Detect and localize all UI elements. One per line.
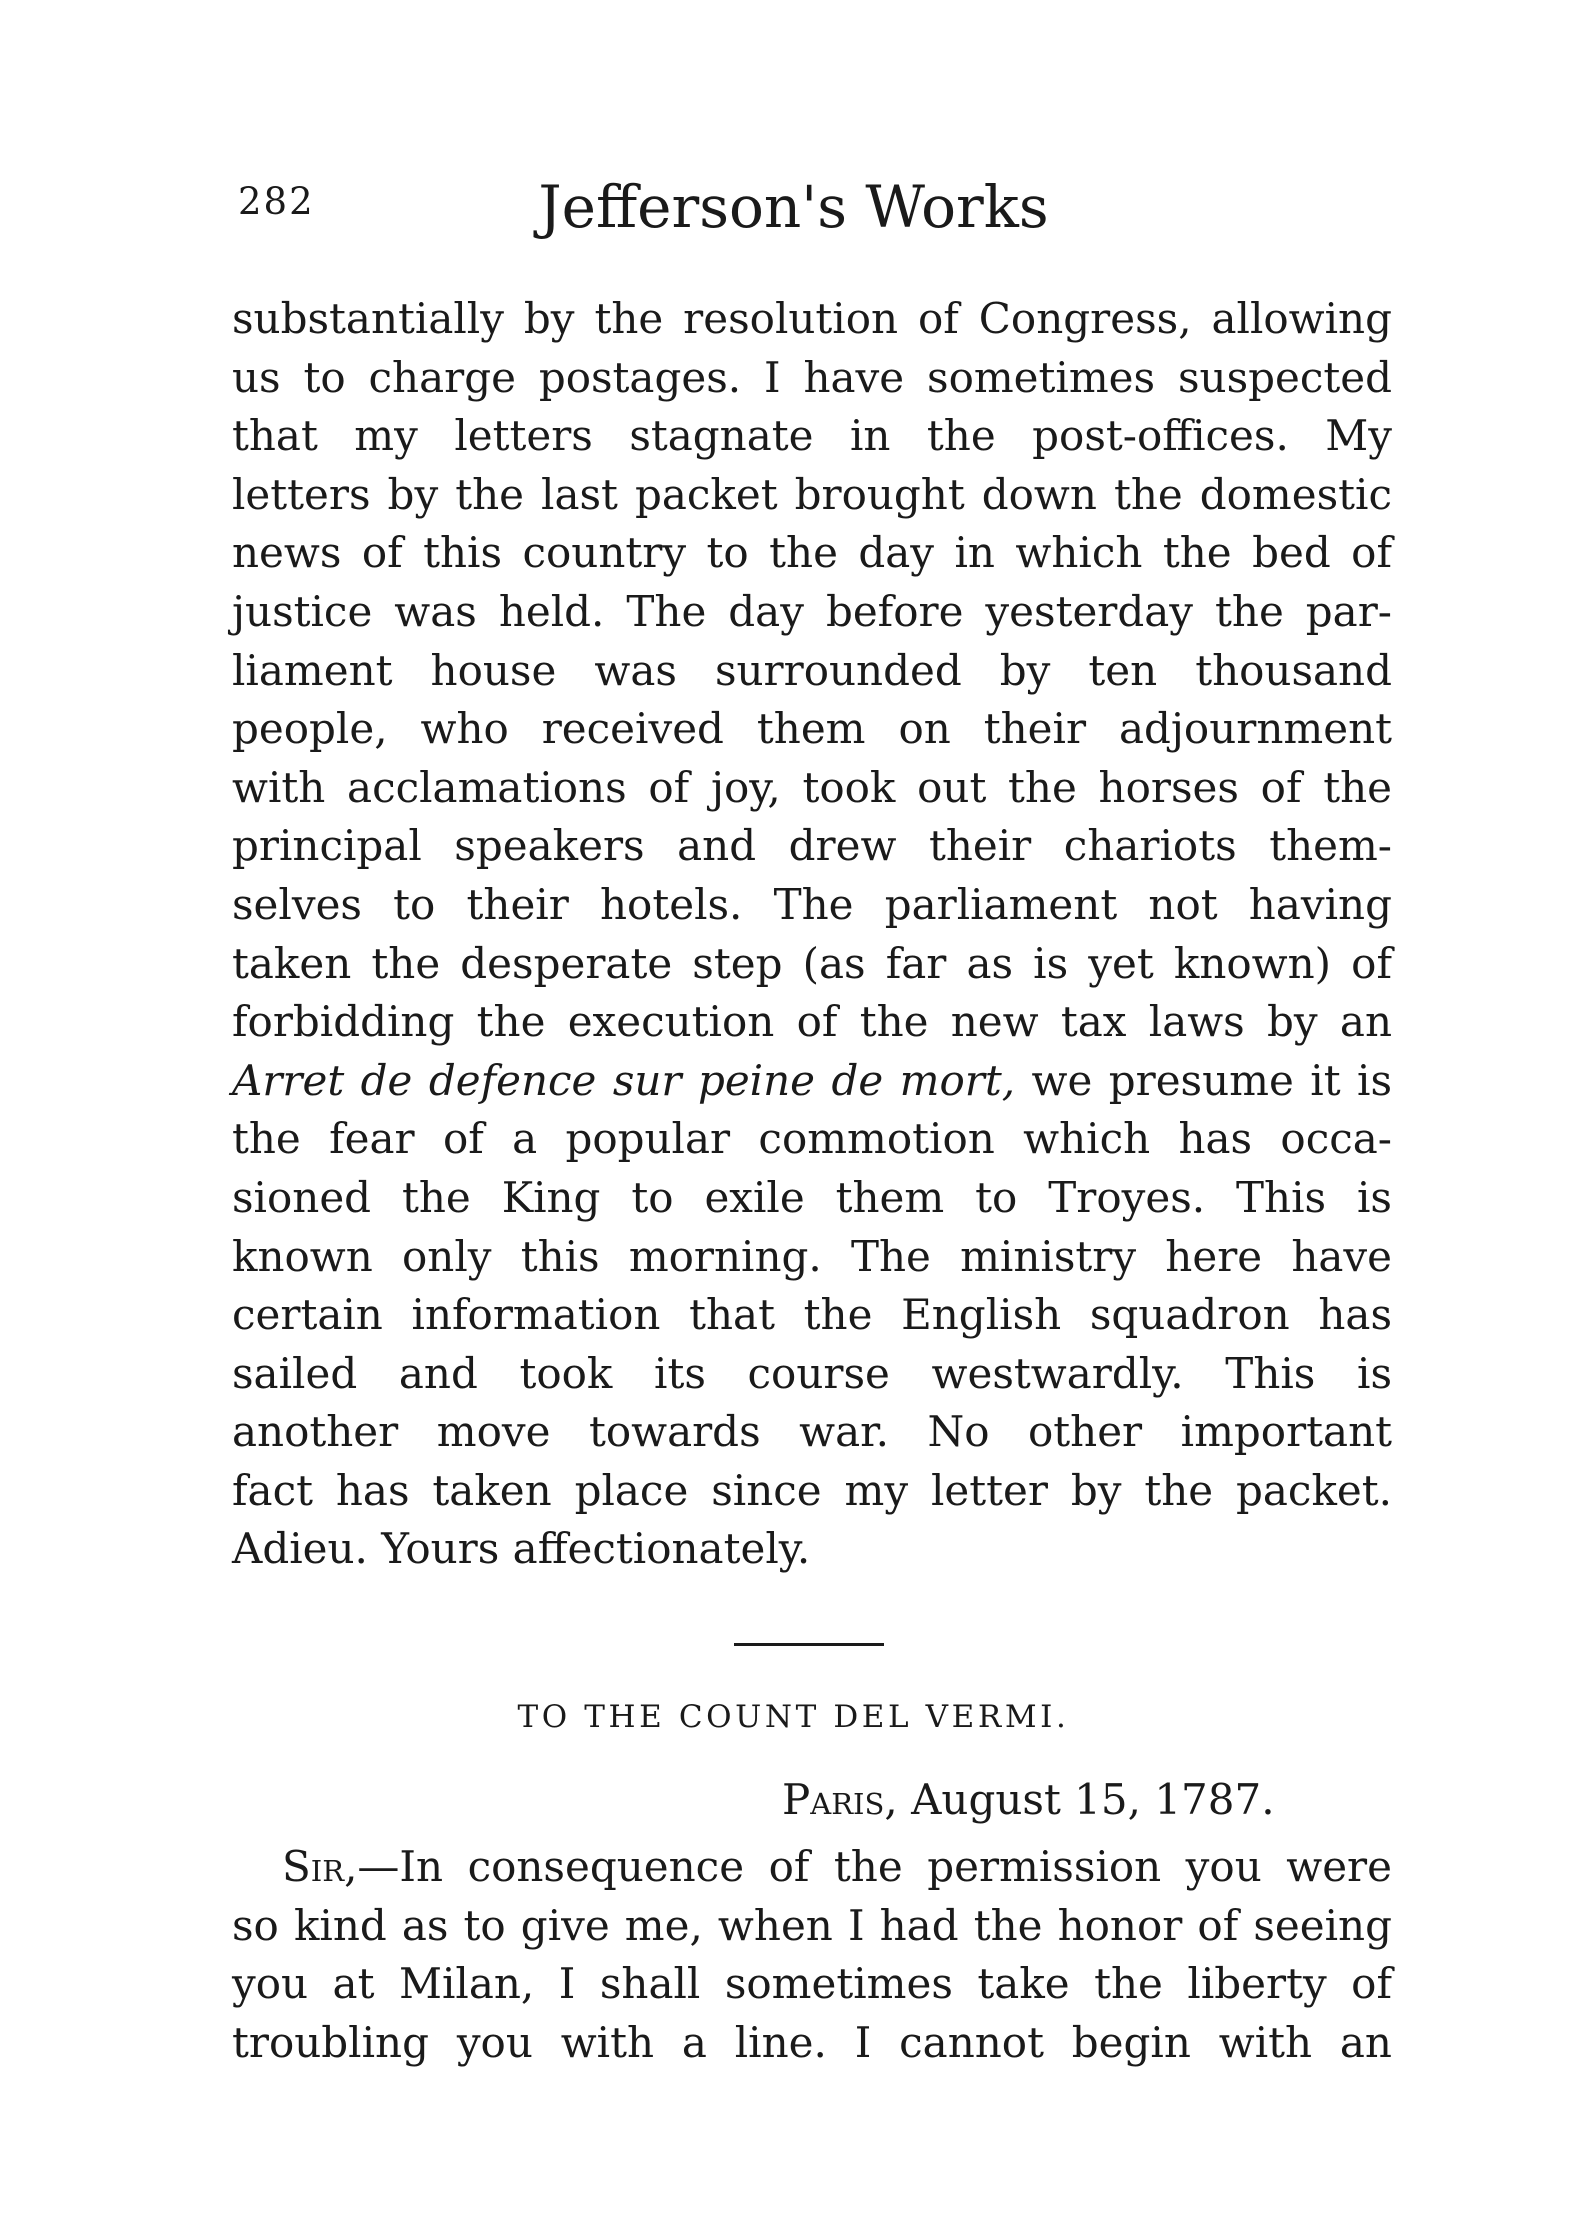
text-line: the fear of a popular commotion which has occa- bbox=[232, 1114, 1392, 1164]
dateline bbox=[782, 1775, 1275, 1824]
letter-continuation-text bbox=[232, 290, 1392, 1579]
text-line: substantially by the resolution of Congress, allowing bbox=[232, 294, 1392, 343]
closing-line: Adieu. Yours affectionately. bbox=[232, 1524, 811, 1574]
dateline-date: August 15, 1787. bbox=[897, 1775, 1275, 1824]
text-line: with acclamations of joy, took out the horses of the bbox=[232, 762, 1392, 812]
text-line: sailed and took its course westwardly. This is bbox=[232, 1348, 1392, 1398]
text-line: fact has taken place since my letter by the packet. bbox=[232, 1465, 1392, 1515]
text-line: so kind as to give me, when I had the honor of seeing bbox=[232, 1900, 1392, 1950]
section-divider bbox=[734, 1643, 884, 1646]
text-line: that my letters stagnate in the post-offices. My bbox=[232, 411, 1392, 461]
text-line: you at Milan, I shall sometimes take the liberty of bbox=[232, 1959, 1392, 2009]
text-line: troubling you with a line. I cannot begin with an bbox=[232, 2017, 1392, 2067]
text-line-rest: —In consequence of the permission you were bbox=[357, 1842, 1392, 1891]
salutation: Sir, bbox=[282, 1842, 358, 1891]
text-line: sioned the King to exile them to Troyes. This is bbox=[232, 1172, 1392, 1222]
page-number: 282 bbox=[238, 180, 315, 223]
dateline-place: Paris, bbox=[782, 1775, 898, 1824]
text-line: letters by the last packet brought down the domestic bbox=[232, 469, 1392, 519]
letter-heading: TO THE COUNT DEL VERMI. bbox=[517, 1699, 1070, 1735]
text-line: certain information that the English squadron has bbox=[232, 1290, 1392, 1340]
text-line-italic bbox=[232, 1052, 1392, 1111]
italic-phrase: Arret de defence sur peine de mort, bbox=[232, 1055, 1016, 1105]
text-line: another move towards war. No other important bbox=[232, 1407, 1392, 1457]
text-line: selves to their hotels. The parliament not having bbox=[232, 879, 1392, 929]
running-title: Jefferson's Works bbox=[538, 173, 1049, 241]
text-line: people, who received them on their adjournment bbox=[232, 704, 1392, 754]
text-line-rest: we presume it is bbox=[1015, 1055, 1393, 1105]
text-line: taken the desperate step (as far as is yet known) of bbox=[232, 938, 1392, 988]
text-line: us to charge postages. I have sometimes suspected bbox=[232, 352, 1392, 402]
text-line: justice was held. The day before yesterday the par- bbox=[232, 586, 1392, 636]
text-line: principal speakers and drew their chariots them- bbox=[232, 821, 1392, 871]
letter-body-text bbox=[232, 1838, 1392, 2072]
text-line: known only this morning. The ministry here have bbox=[232, 1231, 1392, 1281]
text-line: liament house was surrounded by ten thousand bbox=[232, 645, 1392, 695]
text-line-salutation bbox=[232, 1838, 1392, 1897]
text-line: forbidding the execution of the new tax laws by an bbox=[232, 997, 1392, 1047]
text-line: news of this country to the day in which the bed of bbox=[232, 528, 1392, 578]
